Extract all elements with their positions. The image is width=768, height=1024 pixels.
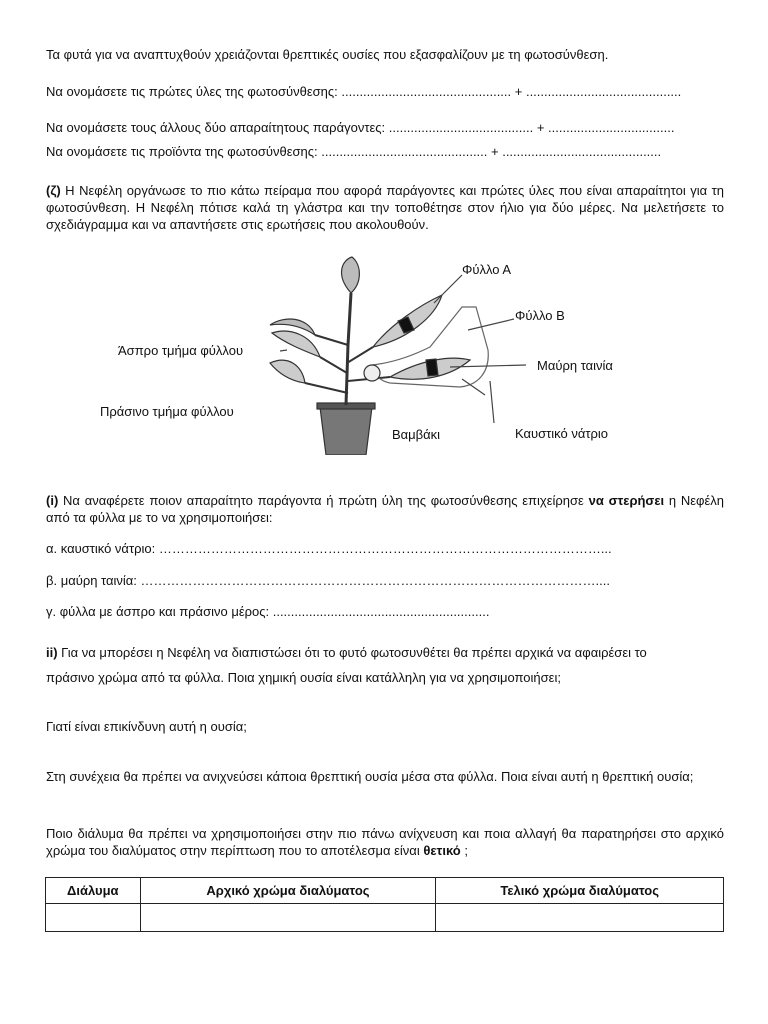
question-ii-line2: πράσινο χρώμα από τα φύλλα. Ποια χημική ουσία είναι κατάλληλη για να χρησιμοποιήσει; [46, 670, 561, 685]
label-green-part: Πράσινο τμήμα φύλλου [100, 404, 234, 419]
answer-line-c: γ. φύλλα με άσπρο και πράσινο μέρος: ............................................................ [46, 604, 490, 619]
answer-line-a: α. καυστικό νάτριο: …………………………………………………………………………………………... [46, 541, 612, 556]
question-solution: Ποιο διάλυμα θα πρέπει να χρησιμοποιήσει στην πιο πάνω ανίχνευση και ποια αλλαγή θα παρατηρήσει στο αρχικό χρώμα του διαλύματος στην περίπτωση που το αποτέλεσμα είναι θετικό ; [46, 826, 724, 858]
answer-table-header-row [46, 878, 724, 904]
answer-line-b: β. μαύρη ταινία: …………………………………………………………………………………………….... [46, 573, 610, 588]
question-i: (i) Να αναφέρετε ποιον απαραίτητο παράγοντα ή πρώτη ύλη της φωτοσύνθεσης επιχείρησε να στερήσει η Νεφέλη από τα φύλλα με το να χρησιμοποιήσει: [46, 493, 725, 525]
question-factors: Να ονομάσετε τους άλλους δύο απαραίτητους παράγοντες: ........................................ + ................................... [46, 120, 675, 135]
answer-cell-final-color[interactable] [436, 904, 724, 932]
header-solution: Διάλυμα [46, 878, 141, 904]
label-black-tape: Μαύρη ταινία [537, 358, 613, 373]
question-zeta-marker: (ζ) [46, 183, 61, 198]
question-why-dangerous: Γιατί είναι επικίνδυνη αυτή η ουσία; [46, 719, 247, 734]
label-caustic-soda: Καυστικό νάτριο [515, 426, 609, 441]
intro-text: Τα φυτά για να αναπτυχθούν χρειάζονται θρεπτικές ουσίες που εξασφαλίζουν με τη φωτοσύνθεση. [46, 47, 609, 62]
answer-cell-solution[interactable] [46, 904, 141, 932]
question-zeta-text: Η Νεφέλη οργάνωσε το πιο κάτω πείραμα που αφορά παράγοντες και πρώτες ύλες που είναι απαραίτητοι για τη φωτοσύνθεση. Η Νεφέλη πότισε καλά τη γλάστρα και την τοποθέτησε στον ήλιο για δύο μέρες. Να μελετήσετε το σχεδιάγραμμα και να απαντήσετε στις ερωτήσεις που ακολουθούν. [46, 183, 724, 232]
question-zeta-intro [46, 182, 724, 233]
question-products: Να ονομάσετε τις προϊόντα της φωτοσύνθεσης: .............................................. + ............................................ [46, 144, 662, 159]
question-ii-marker: ii) [46, 645, 58, 660]
header-final-color: Τελικό χρώμα διαλύματος [436, 878, 724, 904]
header-initial-color: Αρχικό χρώμα διαλύματος [140, 878, 436, 904]
label-leaf-b: Φύλλο Β [515, 308, 565, 323]
question-i-marker: (i) [46, 493, 59, 508]
answer-table [45, 877, 724, 932]
question-detect-nutrient: Στη συνέχεια θα πρέπει να ανιχνεύσει κάποια θρεπτική ουσία μέσα στα φύλλα. Ποια είναι αυτή η θρεπτική ουσία; [46, 769, 694, 784]
label-leaf-a: Φύλλο Α [462, 262, 512, 277]
label-cotton: Βαμβάκι [392, 427, 441, 442]
question-ii-line1: ii) Για να μπορέσει η Νεφέλη να διαπιστώσει ότι το φυτό φωτοσυνθέτει θα πρέπει αρχικά να αφαιρέσει το [46, 645, 647, 660]
label-white-part: Άσπρο τμήμα φύλλου [118, 343, 244, 358]
question-raw-materials: Να ονομάσετε τις πρώτες ύλες της φωτοσύνθεσης: ............................................... + ........................................... [46, 84, 682, 99]
answer-cell-initial-color[interactable] [140, 904, 436, 932]
answer-table-row [46, 904, 724, 932]
pot-icon [320, 407, 372, 455]
